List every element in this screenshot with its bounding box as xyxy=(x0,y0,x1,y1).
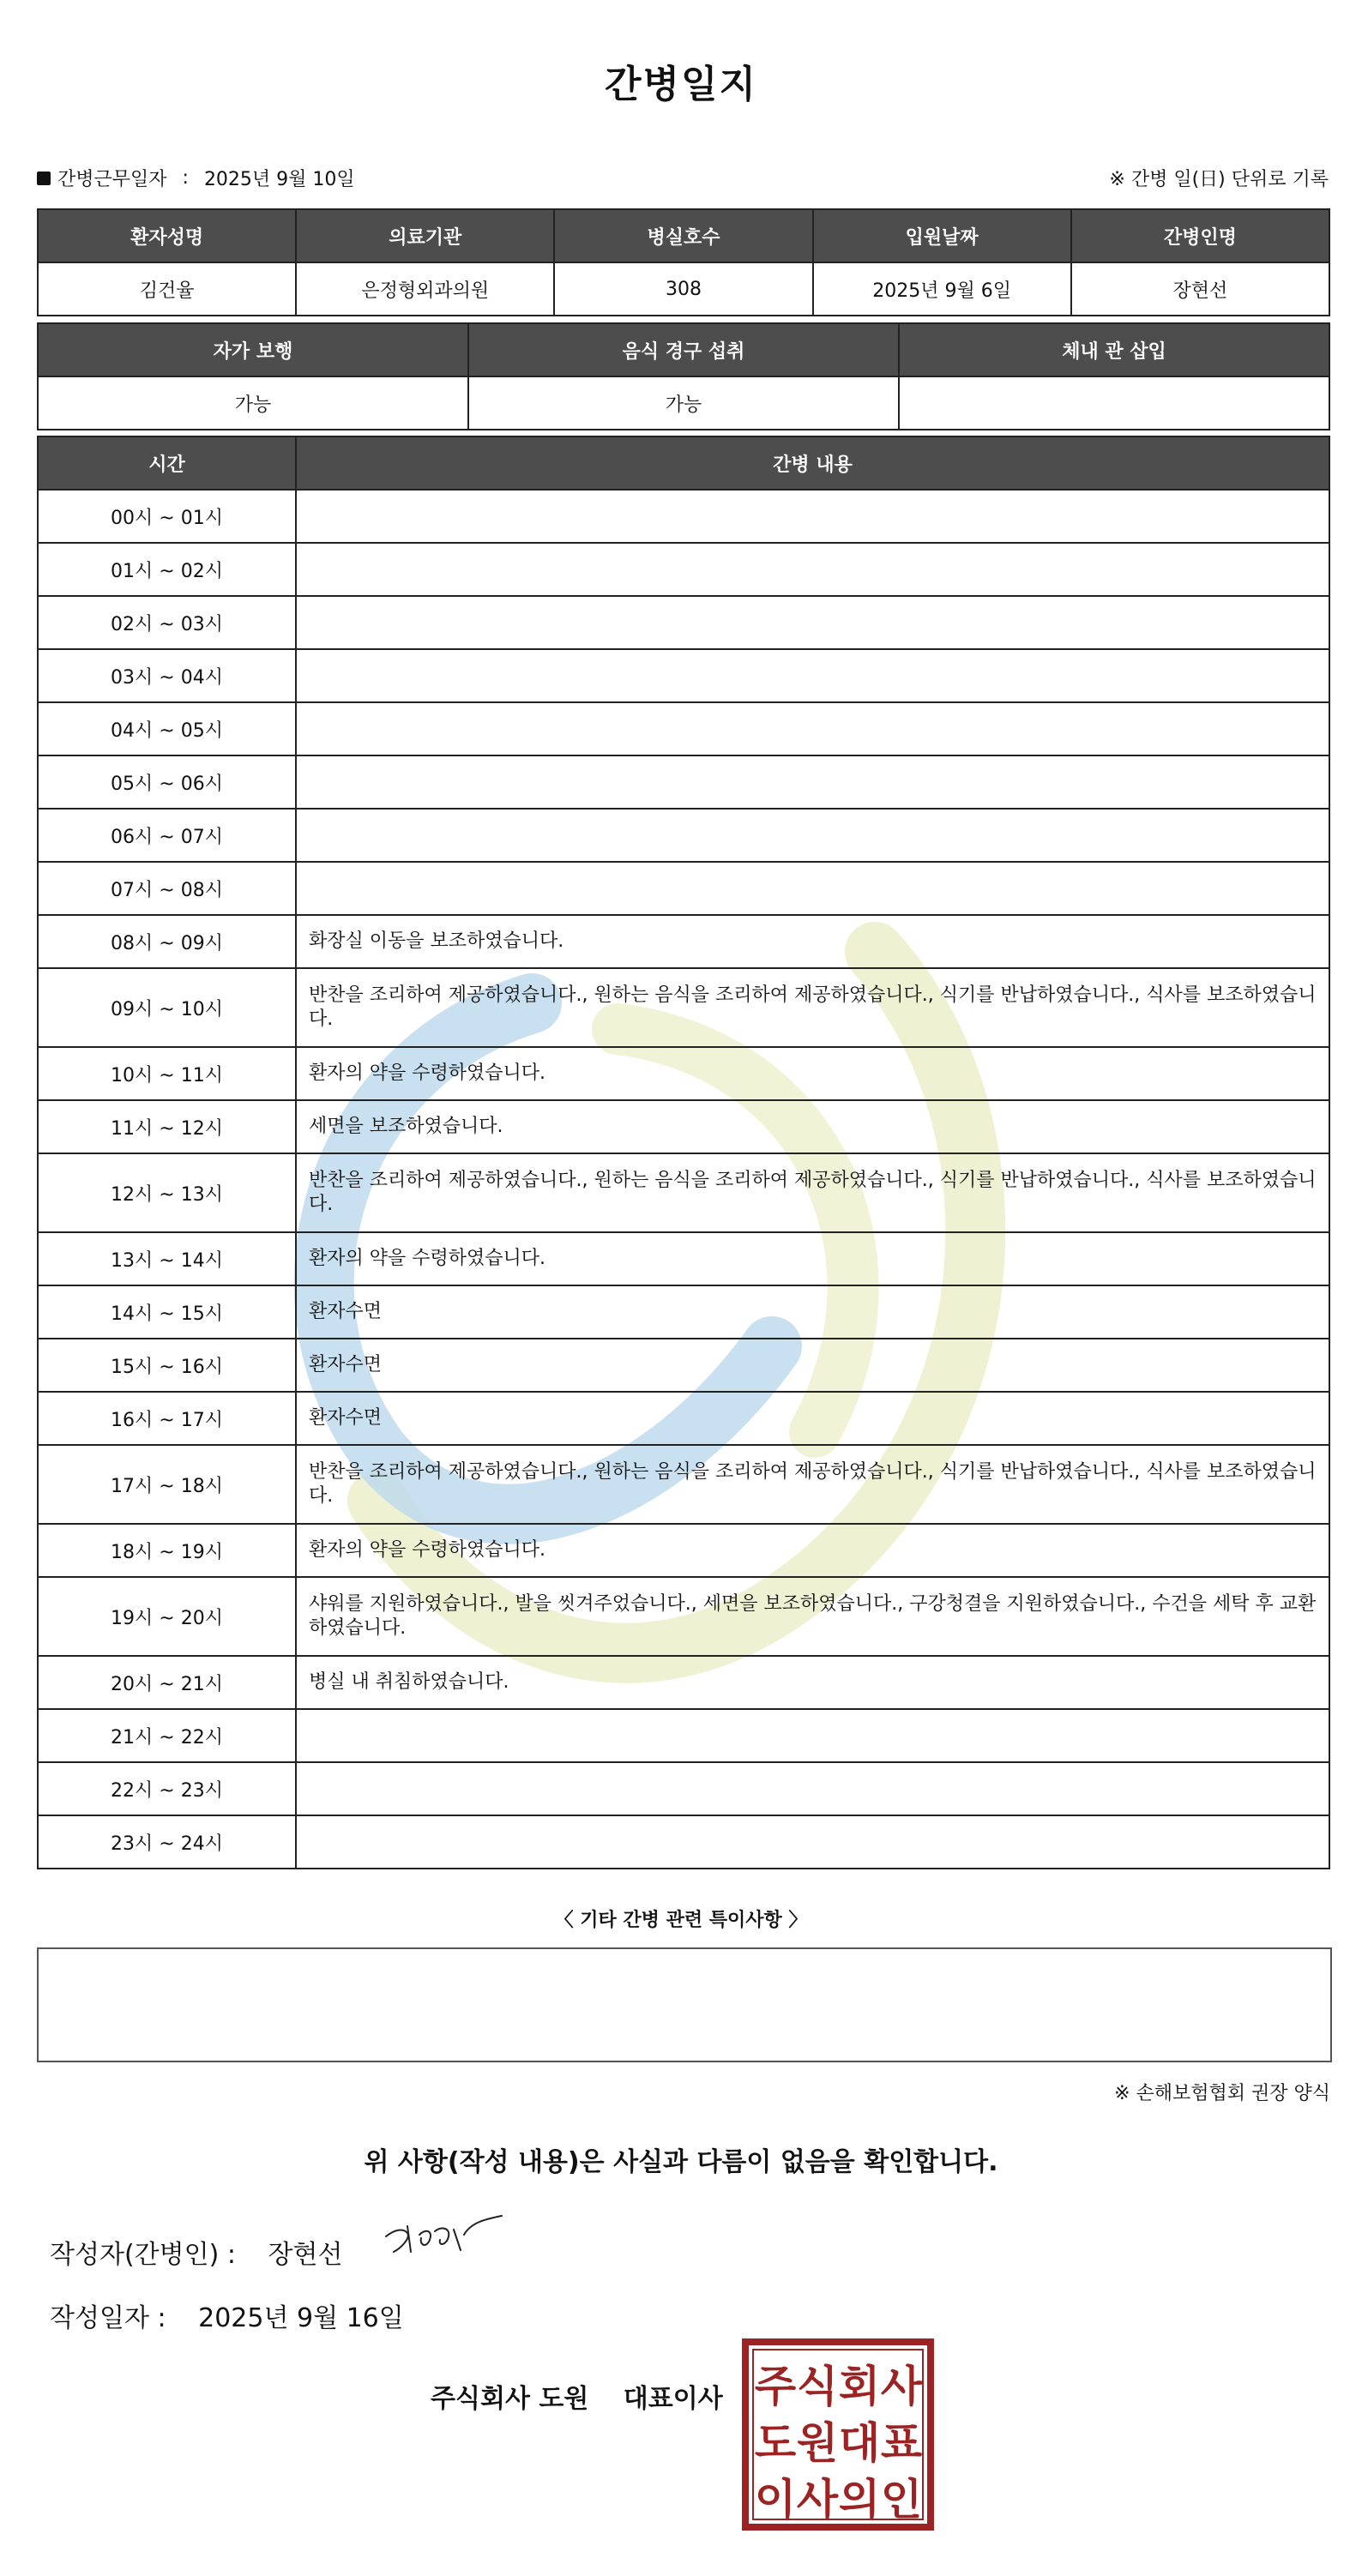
seal-glyph: 원 xyxy=(796,2418,839,2468)
care-log-row xyxy=(38,1285,1329,1339)
care-log-row xyxy=(38,596,1329,649)
care-log-row xyxy=(38,490,1329,543)
care-log-row xyxy=(38,1047,1329,1100)
log-content: 환자수면 xyxy=(296,1285,1329,1339)
log-time: 15시 ~ 16시 xyxy=(38,1339,296,1392)
log-time: 22시 ~ 23시 xyxy=(38,1762,296,1815)
log-content: 화장실 이동을 보조하였습니다. xyxy=(296,915,1329,968)
log-content: 세면을 보조하였습니다. xyxy=(296,1100,1329,1153)
unit-note: ※ 간병 일(日) 단위로 기록 xyxy=(1109,169,1329,190)
writer-name: 장현선 xyxy=(268,2240,343,2270)
log-content xyxy=(296,543,1329,596)
log-time: 11시 ~ 12시 xyxy=(38,1100,296,1153)
log-time: 13시 ~ 14시 xyxy=(38,1232,296,1285)
log-content: 환자수면 xyxy=(296,1339,1329,1392)
seal-glyph: 회 xyxy=(838,2362,881,2411)
log-content xyxy=(296,702,1329,755)
writer-line xyxy=(50,2233,342,2271)
seal-glyph: 주 xyxy=(754,2362,797,2411)
care-log-row xyxy=(38,1392,1329,1445)
log-content xyxy=(296,809,1329,862)
log-time: 03시 ~ 04시 xyxy=(38,649,296,702)
care-log-row xyxy=(38,1339,1329,1392)
log-time: 19시 ~ 20시 xyxy=(38,1577,296,1656)
care-log-row xyxy=(38,1100,1329,1153)
signature-image xyxy=(382,2211,510,2262)
log-time: 12시 ~ 13시 xyxy=(38,1153,296,1232)
log-time: 18시 ~ 19시 xyxy=(38,1524,296,1577)
log-content xyxy=(296,596,1329,649)
tube-value xyxy=(899,376,1329,430)
patient-name: 김건율 xyxy=(38,262,296,316)
care-log-row xyxy=(38,1445,1329,1524)
walking-value: 가능 xyxy=(38,376,468,430)
company-name: 주식회사 도원 xyxy=(431,2384,589,2414)
seal-glyph: 사 xyxy=(796,2475,839,2525)
seal-glyph: 식 xyxy=(796,2362,839,2411)
ability-value-row xyxy=(38,376,1329,430)
log-content xyxy=(296,1762,1329,1815)
care-log-body xyxy=(38,490,1329,1869)
care-log-row xyxy=(38,702,1329,755)
header-time: 시간 xyxy=(38,436,296,490)
seal-glyph: 인 xyxy=(880,2475,923,2525)
patient-info-header-row xyxy=(38,209,1329,262)
form-source-note: ※ 손해보험협회 권장 양식 xyxy=(1114,2083,1330,2104)
writer-label: 작성자(간병인) : xyxy=(50,2240,236,2270)
log-time: 10시 ~ 11시 xyxy=(38,1047,296,1100)
seal-glyph: 사 xyxy=(880,2362,923,2411)
log-time: 09시 ~ 10시 xyxy=(38,968,296,1047)
log-time: 04시 ~ 05시 xyxy=(38,702,296,755)
log-time: 14시 ~ 15시 xyxy=(38,1285,296,1339)
work-date-value: 2025년 9월 10일 xyxy=(203,169,355,190)
seal-glyph: 이 xyxy=(754,2475,797,2525)
admit-date: 2025년 9월 6일 xyxy=(813,262,1071,316)
care-log-row xyxy=(38,1815,1329,1869)
seal-glyph: 의 xyxy=(838,2475,881,2525)
care-log-row xyxy=(38,1709,1329,1762)
care-log-row xyxy=(38,1153,1329,1232)
care-log-row xyxy=(38,1762,1329,1815)
log-content xyxy=(296,1815,1329,1869)
hospital-name: 은정형외과의원 xyxy=(296,262,554,316)
log-time: 00시 ~ 01시 xyxy=(38,490,296,543)
header-content: 간병 내용 xyxy=(296,436,1329,490)
log-content: 환자수면 xyxy=(296,1392,1329,1445)
care-log-row xyxy=(38,968,1329,1047)
care-log-row xyxy=(38,1232,1329,1285)
ability-table xyxy=(37,322,1330,430)
header-tube: 체내 관 삽입 xyxy=(899,323,1329,376)
representative-title: 대표이사 xyxy=(623,2384,723,2414)
log-time: 06시 ~ 07시 xyxy=(38,809,296,862)
log-time: 02시 ~ 03시 xyxy=(38,596,296,649)
care-log-row xyxy=(38,755,1329,809)
log-time: 20시 ~ 21시 xyxy=(38,1656,296,1709)
log-content: 환자의 약을 수령하였습니다. xyxy=(296,1524,1329,1577)
square-bullet-icon xyxy=(37,172,51,185)
company-line xyxy=(431,2377,723,2415)
log-time: 08시 ~ 09시 xyxy=(38,915,296,968)
work-date xyxy=(37,165,355,191)
seal-glyph: 도 xyxy=(754,2418,797,2468)
page-title: 간병일지 xyxy=(604,63,757,106)
written-date-value: 2025년 9월 16일 xyxy=(198,2303,404,2333)
work-date-separator: : xyxy=(182,167,189,189)
room-number: 308 xyxy=(554,262,812,316)
log-content: 반찬을 조리하여 제공하였습니다., 원하는 음식을 조리하여 제공하였습니다., 식기를 반납하였습니다., 식사를 보조하였습니다. xyxy=(296,1445,1329,1524)
special-notes-box xyxy=(37,1947,1332,2062)
company-seal-stamp xyxy=(741,2338,935,2531)
log-content: 반찬을 조리하여 제공하였습니다., 원하는 음식을 조리하여 제공하였습니다., 식기를 반납하였습니다., 식사를 보조하였습니다. xyxy=(296,1153,1329,1232)
care-log-table xyxy=(37,436,1330,1869)
patient-info-table xyxy=(37,208,1330,316)
log-content: 샤워를 지원하였습니다., 발을 씻겨주었습니다., 세면을 보조하였습니다., 구강청결을 지원하였습니다., 수건을 세탁 후 교환하였습니다. xyxy=(296,1577,1329,1656)
confirmation-statement: 위 사항(작성 내용)은 사실과 다름이 없음을 확인합니다. xyxy=(364,2147,998,2177)
care-log-row xyxy=(38,862,1329,915)
ability-header-row xyxy=(38,323,1329,376)
oral-intake-value: 가능 xyxy=(468,376,899,430)
log-time: 16시 ~ 17시 xyxy=(38,1392,296,1445)
caregiver-name: 장현선 xyxy=(1071,262,1329,316)
care-log-row xyxy=(38,1656,1329,1709)
care-log-row xyxy=(38,1577,1329,1656)
log-content: 반찬을 조리하여 제공하였습니다., 원하는 음식을 조리하여 제공하였습니다., 식기를 반납하였습니다., 식사를 보조하였습니다. xyxy=(296,968,1329,1047)
header-oral-intake: 음식 경구 섭취 xyxy=(468,323,899,376)
work-date-label: 간병근무일자 xyxy=(57,169,167,190)
header-caregiver: 간병인명 xyxy=(1071,209,1329,262)
care-log-row xyxy=(38,809,1329,862)
care-log-row xyxy=(38,1524,1329,1577)
log-time: 21시 ~ 22시 xyxy=(38,1709,296,1762)
header-admit-date: 입원날짜 xyxy=(813,209,1071,262)
log-time: 05시 ~ 06시 xyxy=(38,755,296,809)
header-room: 병실호수 xyxy=(554,209,812,262)
seal-glyph: 표 xyxy=(880,2418,923,2468)
log-content xyxy=(296,755,1329,809)
log-content xyxy=(296,1709,1329,1762)
care-log-header-row xyxy=(38,436,1329,490)
log-content: 병실 내 취침하였습니다. xyxy=(296,1656,1329,1709)
header-patient-name: 환자성명 xyxy=(38,209,296,262)
header-walking: 자가 보행 xyxy=(38,323,468,376)
log-content: 환자의 약을 수령하였습니다. xyxy=(296,1232,1329,1285)
special-notes-heading: 〈 기타 간병 관련 특이사항 〉 xyxy=(554,1910,808,1931)
log-content: 환자의 약을 수령하였습니다. xyxy=(296,1047,1329,1100)
log-content xyxy=(296,649,1329,702)
written-date-line xyxy=(50,2296,404,2334)
seal-glyph: 대 xyxy=(838,2418,881,2468)
log-time: 01시 ~ 02시 xyxy=(38,543,296,596)
log-content xyxy=(296,862,1329,915)
patient-info-value-row xyxy=(38,262,1329,316)
header-hospital: 의료기관 xyxy=(296,209,554,262)
care-log-row xyxy=(38,543,1329,596)
log-time: 17시 ~ 18시 xyxy=(38,1445,296,1524)
log-content xyxy=(296,490,1329,543)
log-time: 23시 ~ 24시 xyxy=(38,1815,296,1869)
work-date-row xyxy=(37,165,1329,190)
written-date-label: 작성일자 : xyxy=(50,2303,166,2333)
care-log-row xyxy=(38,649,1329,702)
log-time: 07시 ~ 08시 xyxy=(38,862,296,915)
care-log-row xyxy=(38,915,1329,968)
